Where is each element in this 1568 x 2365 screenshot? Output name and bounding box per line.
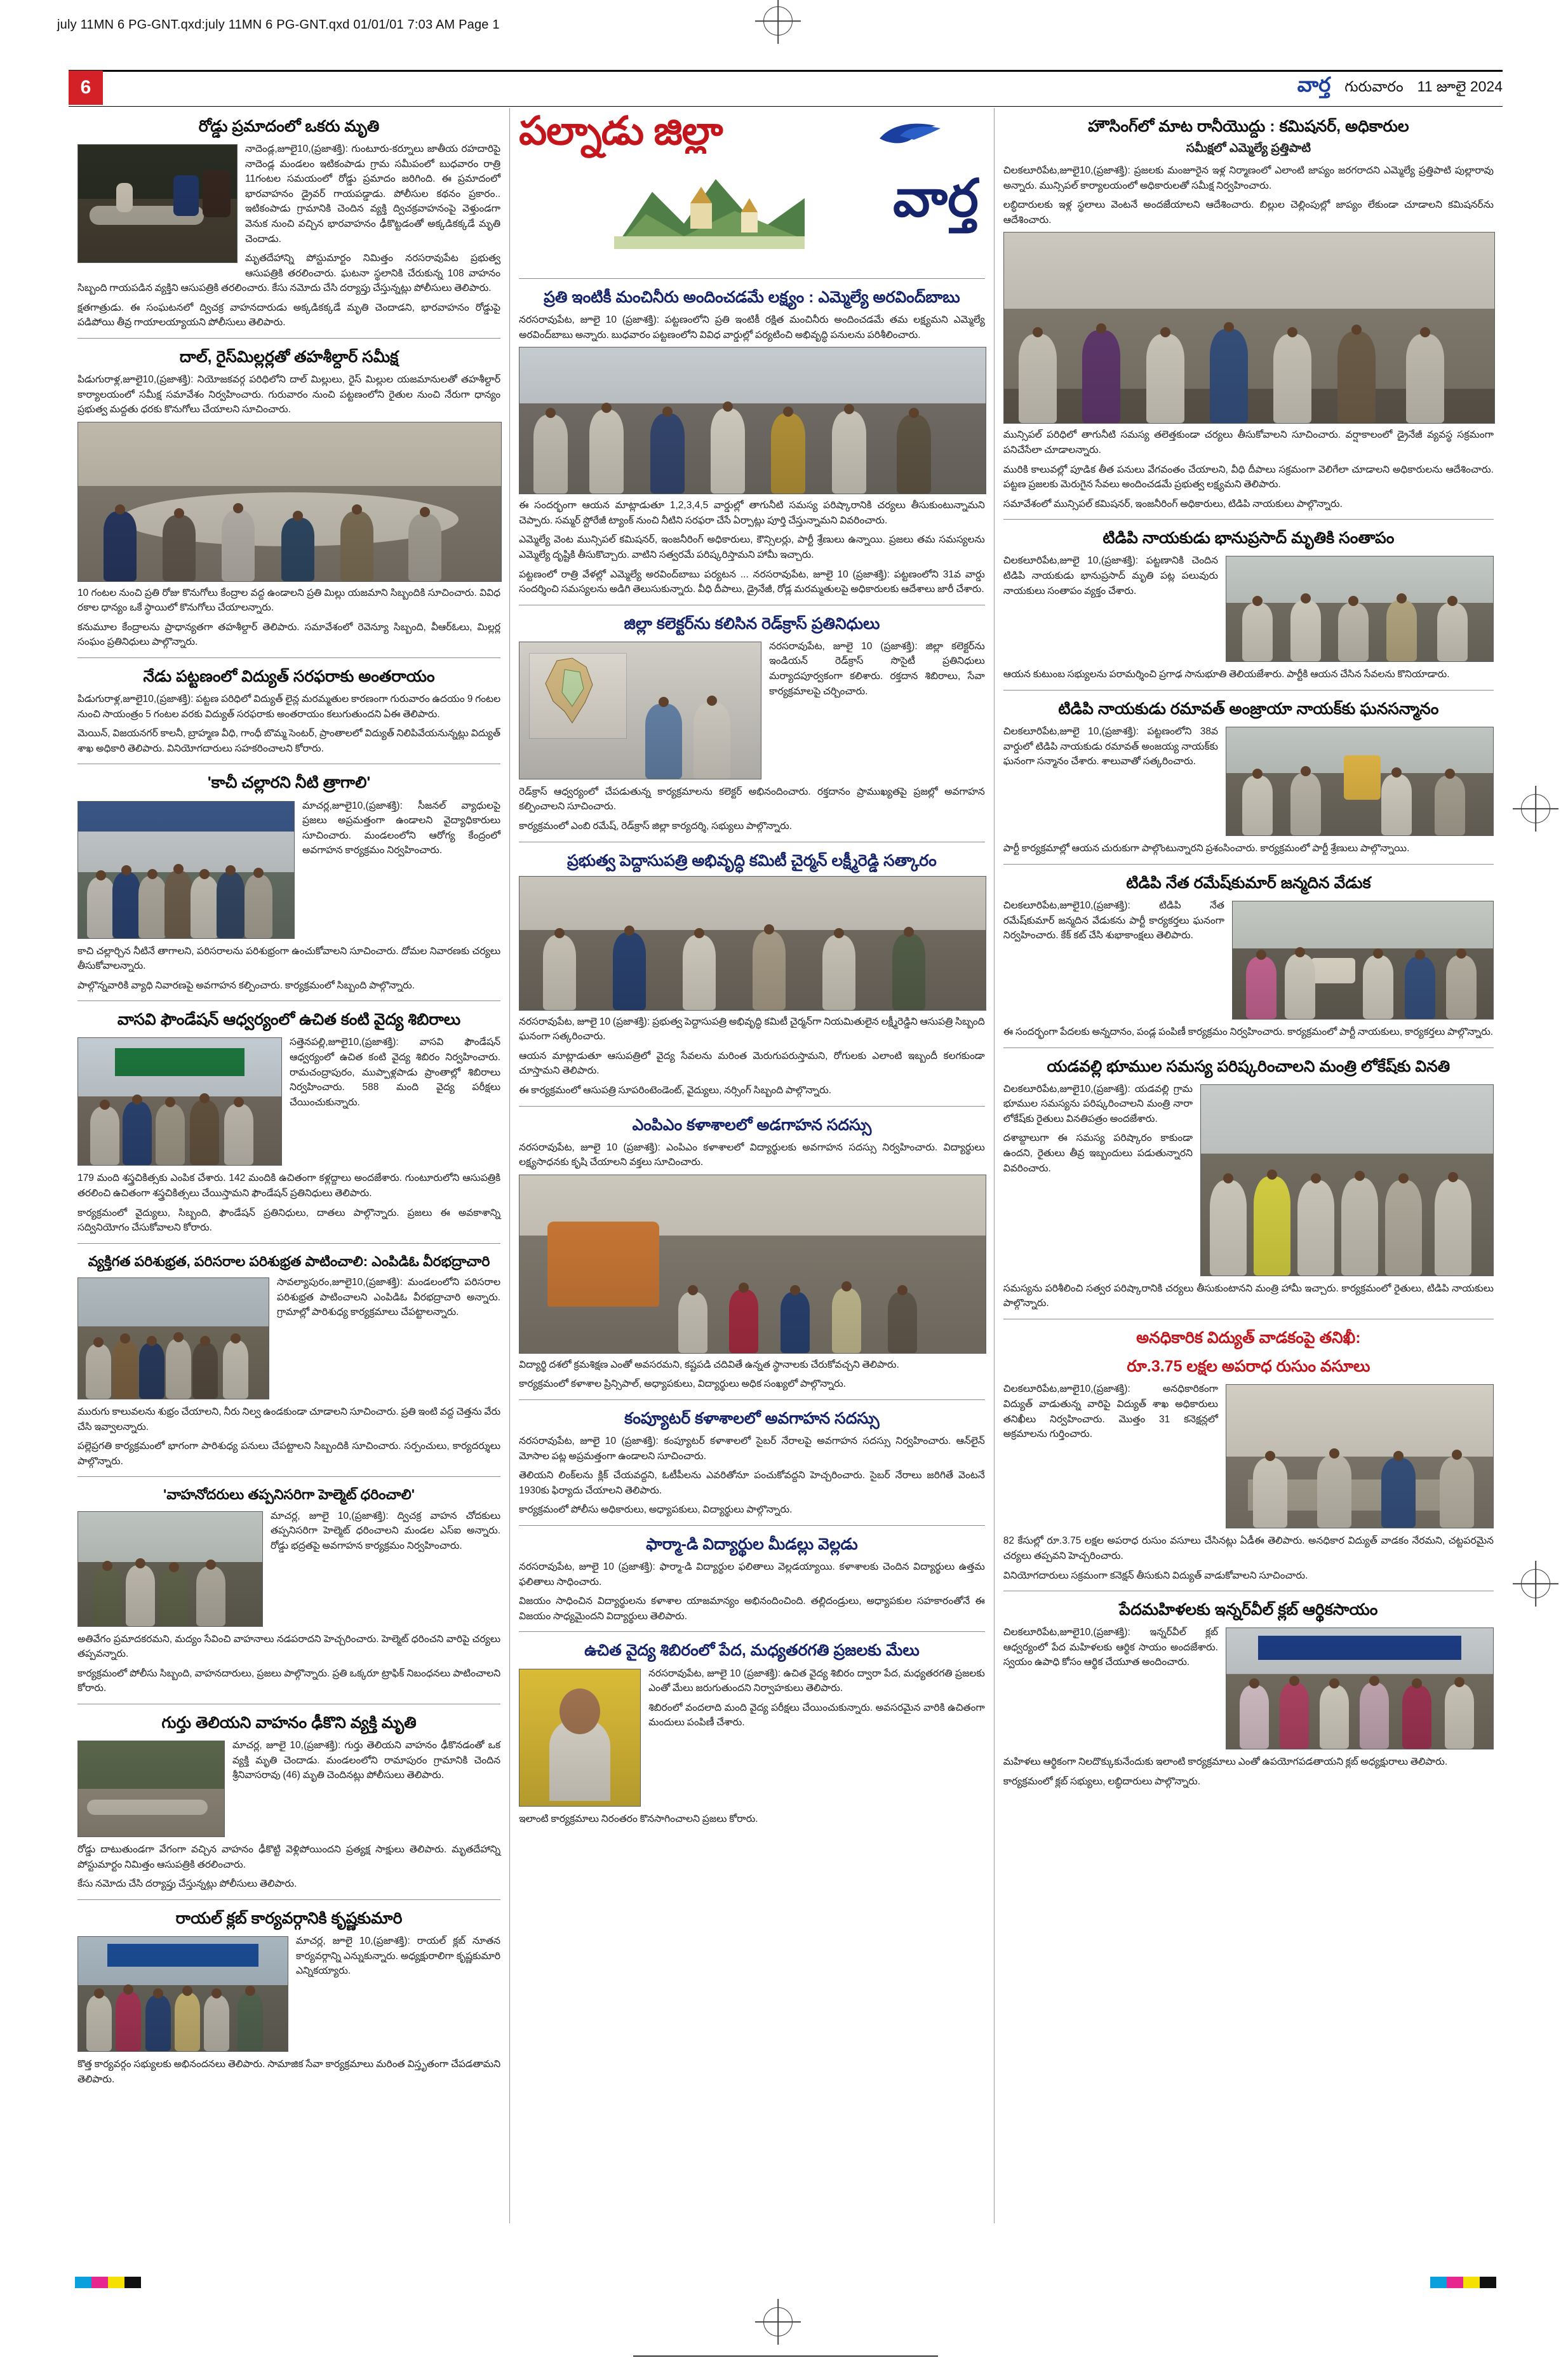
article-headline: రాయల్ క్లబ్ కార్యవర్గానికి కృష్ణకుమారి [175, 1909, 403, 1927]
color-swatch-cyan [1430, 2277, 1447, 2288]
article-headline: గుర్తు తెలియని వాహనం ఢీకొని వ్యక్తి మృతి [161, 1714, 417, 1732]
article-tdp-ramavath [1003, 699, 1494, 856]
article-computer-college [519, 1409, 985, 1518]
article-unknown-vehicle [77, 1713, 500, 1892]
color-swatch-magenta [91, 2277, 108, 2288]
section-divider [519, 1106, 985, 1107]
innerwheel-photo [1226, 1627, 1494, 1749]
paragraph: నరసరావుపేట, జూలై 10 (ప్రజాశక్తి): ఫార్మా-డి విద్యార్థుల ఫలితాలు వెల్లడయ్యాయి. కళాశాలకు చెందిన విద్యార్థులు ఉత్తమ ఫలితాలు సాధించారు. [519, 1561, 985, 1587]
article-headline: టిడిపి నాయకుడు రమావత్ అంజ్రాయా నాయక్‌కు ఘనసన్మానం [1058, 699, 1439, 718]
masthead-date: 11 జూలై 2024 [1417, 78, 1503, 95]
paragraph: నరసరావుపేట, జూలై 10 (ప్రజాశక్తి): ప్రభుత్వ పెద్దాసుపత్రి అభివృద్ధి కమిటీ చైర్మన్‌గా నియమితులైన లక్ష్మీరెడ్డిని ఆసుపత్రి సిబ్బంది ఘనంగా సత్కరించారు. [519, 1016, 985, 1042]
article-power-outage [77, 667, 500, 756]
article-housing-commissioner [1003, 117, 1494, 511]
paragraph: నరసరావుపేట, జూలై 10 (ప్రజాశక్తి): పట్టణంలోని ప్రతి ఇంటికీ రక్షిత మంచినీరు అందించడమే తమ లక్ష్యమని ఎమ్మెల్యే అరవింద్‌బాబు అన్నారు. బుధవారం పట్టణంలోని వివిధ వార్డుల్లో పర్యటించి అభివృద్ధి పనులను పరిశీలించారు. [519, 314, 985, 340]
collector-office-photo [519, 642, 761, 779]
newspaper-page [69, 70, 1503, 2261]
birthday-cake-photo [1232, 901, 1494, 1020]
paragraph: శిబిరంలో వందలాది మంది వైద్య పరీక్షలు చేయించుకున్నారు. అవసరమైన వారికి ఉచితంగా మందులు పంపిణీ చేశారు. [648, 1702, 985, 1728]
article-headline: 'కాచీ చల్లారని నీటి త్రాగాలి' [207, 774, 371, 792]
paragraph: 10 గంటల నుంచి ప్రతి రోజు కొనుగోలు కేంద్రాల వద్ద ఉండాలని ప్రతి మిల్లు యజమాని సిబ్బందికి సూచించారు. వివిధ రకాల ధాన్యం ఒకే స్థాయిలో కొనుగోలు చేయాలన్నారు. [77, 587, 501, 614]
article-road-accident [77, 117, 500, 330]
section-divider [77, 1476, 500, 1477]
article-tdp-birthday [1003, 873, 1494, 1040]
section-divider [1003, 864, 1494, 865]
club-group-photo [77, 1936, 288, 2052]
article-drinking-water [519, 288, 985, 597]
portrait-leader-photo [519, 1669, 641, 1807]
nameplate-title: వార్త [893, 170, 979, 227]
article-headline: హౌసింగ్‌లో మాట రానీయొద్దు : కమిషనర్, అధికారుల [1088, 118, 1409, 135]
article-pharma-d [519, 1535, 985, 1624]
page-number-badge: 6 [69, 71, 103, 105]
article-headline: ఎంపిఎం కళాశాలలో అడగాహన సదస్సు [632, 1115, 872, 1134]
paragraph: చిలకలూరిపేట,జూలై10,(ప్రజాశక్తి): ఇన్నర్‌వీల్ క్లబ్ ఆధ్వర్యంలో పేద మహిళలకు ఆర్థిక సాయం అందజేశారు. స్వయం ఉపాధి కోసం ఆర్థిక చేయూత అందించారు. [1003, 1627, 1218, 1668]
paragraph: క్షతగాత్రుడు. ఈ సంఘటనలో ద్విచక్ర వాహనదారుడు అక్కడికక్కడే మృతి చెందాడని, భారవాహనం రోడ్డుపై పడిపోయి తీవ్ర గాయాలయ్యాయని పోలీసులు తెలిపారు. [77, 302, 501, 328]
print-slug: july 11MN 6 PG-GNT.qxd:july 11MN 6 PG-GNT.qxd 01/01/01 7:03 AM Page 1 [57, 18, 500, 32]
paragraph: అతివేగం ప్రమాదకరమని, మద్యం సేవించి వాహనాలు నడపరాదని హెచ్చరించారు. హెల్మెట్ ధరించని వారిపై చర్యలు తప్పవన్నారు. [77, 1633, 501, 1660]
paragraph: ఈ సందర్భంగా ఆయన మాట్లాడుతూ 1,2,3,4,5 వార్డుల్లో తాగునీటి సమస్య పరిష్కారానికి చర్యలు తీసుకుంటున్నామని చెప్పారు. సమ్మర్ స్టోరేజీ ట్యాంక్ నుంచి నీటిని సరఫరా చేసే ఏర్పాట్లు పూర్తి చేస్తున్నామని వివరించారు. [519, 500, 985, 526]
meeting-round-table-photo [77, 422, 502, 582]
section-divider [1003, 519, 1494, 520]
registration-mark-top [763, 6, 793, 36]
paragraph: కొత్త కార్యవర్గం సభ్యులకు అభినందనలు తెలిపారు. సామాజిక సేవా కార్యక్రమాలు మరింత విస్తృతంగా చేపడతామని తెలిపారు. [77, 2059, 501, 2085]
paragraph: కార్యక్రమంలో పోలీసు అధికారులు, అధ్యాపకులు, విద్యార్థులు పాల్గొన్నారు. [519, 1504, 793, 1516]
article-headline: వ్యక్తిగత పరిశుభ్రత, పరిసరాల పరిశుభ్రత పాటించాలి: ఎంపిడిఓ వీరభద్రాచారి [88, 1253, 490, 1269]
dove-logo-icon [874, 117, 951, 155]
article-hospital-chairman [519, 851, 985, 1098]
registration-mark-bottom [763, 2307, 793, 2336]
review-meeting-photo [1003, 232, 1495, 424]
paragraph: సావల్యాపురం,జూలై10,(ప్రజాశక్తి): మండలంలోని పరిసరాల పరిశుభ్రత పాటించాలని ఎంపిడిఓ వీరభద్రాచారి అన్నారు. గ్రామాల్లో పారిశుధ్య కార్యక్రమాలు చేపట్టాలన్నారు. [277, 1277, 501, 1318]
color-control-bar-right [1430, 2277, 1496, 2288]
condolence-photo [1226, 556, 1494, 662]
article-headline: దాల్, రైస్‌మిల్లర్లతో తహశీల్దార్ సమీక్ష [179, 347, 399, 366]
paragraph: ఎమ్మెల్యే వెంట మున్సిపల్ కమిషనర్, ఇంజనీరింగ్ అధికారులు, కౌన్సిలర్లు, పార్టీ శ్రేణులు ఉన్నాయి. ప్రజలు తమ సమస్యలను ఎమ్మెల్యే దృష్టికి తీసుకొచ్చారు. వాటిని సత్వరమే పరిష్కరిస్తామని హామీ ఇచ్చారు. [519, 534, 985, 560]
paragraph: నరసరావుపేట, జూలై 10 (ప్రజాశక్తి): ఎంపిఎం కళాశాలలో విద్యార్థులకు అవగాహన సదస్సు నిర్వహించారు. విద్యార్థులు లక్ష్యసాధనకు కృషి చేయాలని వక్తలు సూచించారు. [519, 1142, 985, 1168]
column-grid [69, 108, 1503, 2223]
section-divider [77, 338, 500, 339]
article-headline: వాసవి ఫౌండేషన్ ఆధ్వర్యంలో ఉచిత కంటి వైద్య శిబిరాలు [117, 1011, 461, 1029]
article-headline: ఉచిత వైద్య శిబిరంలో పేద, మధ్యతరగతి ప్రజలకు మేలు [584, 1641, 920, 1660]
masthead-right-group [1297, 73, 1503, 102]
paragraph: తెలియని లింక్‌లను క్లిక్ చేయవద్దని, ఓటీపీలను ఎవరితోనూ పంచుకోవద్దని హెచ్చరించారు. సైబర్ నేరాలు జరిగితే వెంటనే 1930కు ఫిర్యాదు చేయాలని తెలిపారు. [519, 1470, 985, 1496]
paragraph: కార్యక్రమంలో వైద్యులు, సిబ్బంది, ఫౌండేషన్ ప్రతినిధులు, దాతలు పాల్గొన్నారు. ప్రజలు ఈ అవకాశాన్ని సద్వినియోగం చేసుకోవాలని కోరారు. [77, 1207, 501, 1234]
paragraph: మాచర్ల, జూలై 10,(ప్రజాశక్తి): ద్విచక్ర వాహన చోదకులు తప్పనిసరిగా హెల్మెట్ ధరించాలని మండల ఎస్ఐ అన్నారు. రోడ్డు భద్రతపై అవగాహన కార్యక్రమం నిర్వహించారు. [271, 1510, 501, 1551]
paragraph: చిలకలూరిపేట,జూలై10,(ప్రజాశక్తి): యడవల్లి గ్రామ భూముల సమస్యను పరిష్కరించాలని మంత్రి నారా లోకేష్‌కు రైతులు వినతిపత్రం అందజేశారు. [1003, 1083, 1193, 1124]
paragraph: వినియోగదారులు సక్రమంగా కనెక్షన్ తీసుకుని విద్యుత్ వాడుకోవాలని సూచించారు. [1003, 1570, 1308, 1581]
inspection-office-photo [1226, 1384, 1494, 1528]
paragraph: మురికి కాలువల్లో పూడిక తీత పనులు వేగవంతం చేయాలని, వీధి దీపాలు సక్రమంగా వెలిగేలా చూడాలని అధికారులను ఆదేశించారు. పట్టణ ప్రజలకు మెరుగైన సేవలు అందించడమే ప్రభుత్వ లక్ష్యమని తెలిపారు. [1003, 464, 1494, 490]
article-headline: 'వాహనోదరులు తప్పనిసరిగా హెల్మెట్ ధరించాలి' [163, 1486, 415, 1503]
minister-meeting-photo [1200, 1084, 1494, 1276]
paragraph: పల్లెప్రగతి కార్యక్రమంలో భాగంగా పారిశుధ్య పనులు చేపట్టాలని సిబ్బందికి సూచించారు. సర్పంచులు, కార్యదర్శులు పాల్గొన్నారు. [77, 1441, 501, 1467]
article-free-medical-camp [519, 1641, 985, 1826]
felicitation-shawl-photo [1226, 727, 1494, 836]
accident-scene-photo [77, 144, 238, 263]
registration-mark-right-lower [1521, 1569, 1550, 1598]
color-swatch-magenta [1447, 2277, 1463, 2288]
paragraph: నాదెండ్ల,జూలై10,(ప్రజాశక్తి): గుంటూరు-కర్నూలు జాతీయ రహదారిపై నాదెండ్ల మండలం ఇటికంపాడు గ్రామ సమీపంలో బుధవారం రాత్రి 11గంటల సమయంలో రోడ్డు ప్రమాదం జరిగింది. ఈ ప్రమాదంలో భారవాహనం డ్రైవర్ గాయపడ్డాడు. పోలీసుల కథనం ప్రకారం.. ఇటికంపాడు గ్రామానికి చెందిన వ్యక్తి ద్విచక్రవాహనంపై వెళ్తుండగా వెనుక నుంచి వచ్చిన భారవాహనం ఢీకొట్టడంతో అక్కడికక్కడే మృతి చెందాడు. [245, 144, 501, 245]
paragraph: రోడ్డు దాటుతుండగా వేగంగా వచ్చిన వాహనం ఢీకొట్టి వెళ్లిపోయిందని ప్రత్యక్ష సాక్షులు తెలిపారు. మృతదేహాన్ని పోస్టుమార్టం నిమిత్తం ఆసుపత్రికి తరలించారు. [77, 1844, 501, 1870]
section-divider [1003, 690, 1494, 691]
paragraph: ఇలాంటి కార్యక్రమాలు నిరంతరం కొనసాగించాలని ప్రజలు కోరారు. [519, 1813, 758, 1824]
section-divider [519, 1399, 985, 1400]
paragraph: చిలకలూరిపేట,జూలై10,(ప్రజాశక్తి): అనధికారికంగా విద్యుత్ వాడుతున్న వారిపై విద్యుత్ శాఖ అధికారులు తనిఖీలు నిర్వహించారు. మొత్తం 31 కనెక్షన్లలో అక్రమాలను గుర్తించారు. [1003, 1384, 1218, 1440]
paragraph: సమావేశంలో మున్సిపల్ కమిషనర్, ఇంజనీరింగ్ అధికారులు, టిడిపి నాయకులు పాల్గొన్నారు. [1003, 498, 1343, 509]
article-subhead: రూ.3.75 లక్షల అపరాధ రుసుం వసూలు [1127, 1358, 1370, 1376]
paragraph: మాచర్ల,జూలై10,(ప్రజాశక్తి): సీజనల్ వ్యాధులపై ప్రజలు అప్రమత్తంగా ఉండాలని వైద్యాధికారులు సూచించారు. మండలంలోని ఆరోగ్య కేంద్రంలో అవగాహన కార్యక్రమం నిర్వహించారు. [302, 800, 501, 856]
article-headline: రోడ్డు ప్రమాదంలో ఒకరు మృతి [198, 118, 380, 135]
section-divider [519, 1631, 985, 1632]
paragraph: నరసరావుపేట, జూలై 10 (ప్రజాశక్తి): జిల్లా కలెక్టర్‌ను ఇండియన్ రెడ్‌క్రాస్ సొసైటీ ప్రతినిధులు మర్యాదపూర్వకంగా కలిశారు. రక్తదాన శిబిరాలు, సేవా కార్యక్రమాలపై చర్చించారు. [769, 640, 985, 697]
paragraph: సమస్యను పరిశీలించి సత్వర పరిష్కారానికి చర్యలు తీసుకుంటానని మంత్రి హామీ ఇచ్చారు. కార్యక్రమంలో రైతులు, టిడిపి నాయకులు పాల్గొన్నారు. [1003, 1283, 1494, 1309]
color-swatch-yellow [1463, 2277, 1480, 2288]
paragraph: మాచర్ల, జూలై 10,(ప్రజాశక్తి): రాయల్ క్లబ్ నూతన కార్యవర్గాన్ని ఎన్నుకున్నారు. అధ్యక్షురాలిగా కృష్ణకుమారి ఎన్నికయ్యారు. [296, 1936, 501, 1977]
article-subhead: సమీక్షలో ఎమ్మెల్యే ప్రత్తిపాటి [1186, 142, 1311, 156]
color-control-bar-left [75, 2277, 141, 2288]
article-headline: టిడిపి నేత రమేష్‌కుమార్ జన్మదిన వేడుక [1126, 873, 1371, 892]
paragraph: పిడుగురాళ్ల,జూలై10,(ప్రజాశక్తి): నియోజకవర్గ పరిధిలోని దాల్ మిల్లులు, రైస్ మిల్లుల యజమానులతో తహశీల్దార్ కార్యాలయంలో సమీక్ష సమావేశం నిర్వహించారు. గురువారం నుంచి పట్టణంలోని రైతుల నుంచి నేరుగా ధాన్యం ప్రభుత్వ మద్దతు ధరకు కొనుగోలు చేయాలని సూచించారు. [77, 374, 501, 415]
cut-mark-bottom [633, 2355, 938, 2357]
paragraph: పాల్గొన్నవారికి వ్యాధి నివారణపై అవగాహన కల్పించారు. కార్యక్రమంలో సిబ్బంది పాల్గొన్నారు. [77, 980, 415, 991]
paragraph: కార్యక్రమంలో ఎంబి రమేష్, రెడ్‌క్రాస్ జిల్లా కార్యదర్శి, సభ్యులు పాల్గొన్నారు. [519, 820, 793, 832]
article-lands-minister [1003, 1057, 1494, 1311]
article-dal-rice-mills [77, 347, 500, 650]
paragraph: కార్యక్రమంలో పోలీసు సిబ్బంది, వాహనదారులు, ప్రజలు పాల్గొన్నారు. ప్రతి ఒక్కరూ ట్రాఫిక్ నిబంధనలు పాటించాలని కోరారు. [77, 1668, 501, 1694]
section-divider [77, 657, 500, 658]
college-hall-photo [519, 1175, 986, 1354]
article-headline: టిడిపి నాయకుడు భానుప్రసాద్ మృతికి సంతాపం [1102, 529, 1395, 548]
paragraph: మాచర్ల, జూలై 10,(ప్రజాశక్తి): గుర్తు తెలియని వాహనం ఢీకొనడంతో ఒక వ్యక్తి మృతి చెందాడు. మండలంలోని రామాపురం గ్రామానికి చెందిన శ్రీనివాసరావు (46) మృతి చెందినట్లు పోలీసులు తెలిపారు. [232, 1740, 501, 1781]
registration-mark-right-upper [1521, 794, 1550, 823]
article-headline: పేదమహిళలకు ఇన్నర్‌వీల్ క్లబ్ ఆర్థికసాయం [1119, 1601, 1378, 1619]
paragraph: విజయం సాధించిన విద్యార్థులను కళాశాల యాజమాన్యం అభినందించింది. తల్లిదండ్రులు, అధ్యాపకుల సహకారంతోనే ఈ విజయం సాధ్యమైందని విద్యార్థులు తెలిపారు. [519, 1596, 985, 1622]
section-divider [519, 278, 985, 279]
mla-procession-photo [519, 347, 986, 494]
article-headline: ప్రతి ఇంటికీ మంచినీరు అందించడమే లక్ష్యం : ఎమ్మెల్యే అరవింద్‌బాబు [544, 288, 960, 306]
article-headline: కంప్యూటర్ కళాశాలలో అవగాహన సదస్సు [624, 1409, 880, 1427]
paragraph: కనుమూల కేంద్రాలను ప్రాధాన్యతగా తహశీల్దార్ తెలిపారు. సమావేశంలో రెవెన్యూ సిబ్బంది, వీఆర్ఓలు, మిల్లర్ల సంఘం ప్రతినిధులు పాల్గొన్నారు. [77, 621, 501, 648]
paragraph: దశాబ్దాలుగా ఈ సమస్య పరిష్కారం కాకుండా ఉందని, రైతులు తీవ్ర ఇబ్బందులు పడుతున్నారని వివరించారు. [1003, 1133, 1193, 1174]
paragraph: మున్సిపల్ పరిధిలో తాగునీటి సమస్య తలెత్తకుండా చర్యలు తీసుకోవాలని సూచించారు. వర్షాకాలంలో డ్రైనేజీ వ్యవస్థ సక్రమంగా పనిచేసేలా చూడాలన్నారు. [1003, 429, 1494, 455]
article-helmet-awareness [77, 1486, 500, 1696]
temple-hill-illustration [614, 154, 805, 249]
paragraph: మృతదేహాన్ని పోస్టుమార్టం నిమిత్తం నరసరావుపేట ప్రభుత్వ ఆసుపత్రికి తరలించారు. ఘటనా స్థలానికి చేరుకున్న 108 వాహనం సిబ్బంది గాయపడిన వ్యక్తిని ఆసుపత్రికి తరలించారు. కేసు నమోదు చేసి దర్యాప్తు చేస్తున్నట్లు పోలీసులు తెలిపారు. [77, 253, 501, 294]
article-mpm-college [519, 1115, 985, 1392]
section-divider [519, 1525, 985, 1526]
paragraph: కార్యక్రమంలో క్లబ్ సభ్యులు, లబ్ధిదారులు పాల్గొన్నారు. [1003, 1775, 1201, 1787]
article-collector-redcross [519, 614, 985, 834]
paragraph: కార్యక్రమంలో కళాశాల ప్రిన్సిపాల్, అధ్యాపకులు, విద్యార్థులు అధిక సంఖ్యలో పాల్గొన్నారు. [519, 1378, 846, 1390]
article-royal-club [77, 1909, 500, 2087]
paragraph: చిలకలూరిపేట,జూలై 10,(ప్రజాశక్తి): పట్టణానికి చెందిన టిడిపి నాయకుడు భానుప్రసాద్ మృతి పట్ల పలువురు నాయకులు సంతాపం వ్యక్తం చేశారు. [1003, 555, 1218, 596]
paragraph: మహిళలు ఆర్థికంగా నిలదొక్కుకునేందుకు ఇలాంటి కార్యక్రమాలు ఎంతో ఉపయోగపడతాయని క్లబ్ అధ్యక్షురాలు తెలిపారు. [1003, 1756, 1448, 1768]
paragraph: చిలకలూరిపేట,జూలై 10,(ప్రజాశక్తి): పట్టణంలోని 38వ వార్డులో టిడిపి నాయకుడు రమావత్ అంజయ్య నాయక్‌కు ఘనంగా సన్మానం చేశారు. శాలువాతో సత్కరించారు. [1003, 726, 1218, 767]
paragraph: మురుగు కాలువలను శుభ్రం చేయాలని, నీరు నిల్వ ఉండకుండా చూడాలని సూచించారు. ప్రతి ఇంటి వద్ద చెత్తను వేరు చేసి ఇవ్వాలన్నారు. [77, 1406, 501, 1432]
paragraph: నరసరావుపేట, జూలై 10 (ప్రజాశక్తి): ఉచిత వైద్య శిబిరం ద్వారా పేద, మధ్యతరగతి ప్రజలకు ఎంతో మేలు జరుగుతుందని నిర్వాహకులు తెలిపారు. [648, 1668, 985, 1694]
section-divider [77, 1243, 500, 1244]
paragraph: ఆయన కుటుంబ సభ్యులను పరామర్శించి ప్రగాఢ సానుభూతి తెలియజేశారు. పార్టీకి ఆయన చేసిన సేవలను కొనియాడారు. [1003, 669, 1450, 680]
paragraph: 179 మంది శస్త్రచికిత్సకు ఎంపిక చేశారు. 142 మందికి ఉచితంగా కళ్లద్దాలు అందజేశారు. గుంటూరులోని ఆసుపత్రికి తరలించి ఉచితంగా శస్త్రచికిత్సలు చేయిస్తామని ఫౌండేషన్ ప్రతినిధులు తెలిపారు. [77, 1173, 501, 1199]
color-swatch-black [1480, 2277, 1496, 2288]
paragraph: కాచి చల్లార్చిన నీటినే తాగాలని, పరిసరాలను పరిశుభ్రంగా ఉంచుకోవాలని సూచించారు. దోమల నివారణకు చర్యలు తీసుకోవాలన్నారు. [77, 945, 501, 972]
felicitation-photo [519, 876, 986, 1011]
nameplate-district: పల్నాడు జిల్లా [519, 109, 723, 153]
paragraph: విద్యార్థి దశలో క్రమశిక్షణ ఎంతో అవసరమని, కష్టపడి చదివితే ఉన్నత స్థానాలకు చేరుకోవచ్చని తెలిపారు. [519, 1359, 899, 1370]
paragraph: రెడ్‌క్రాస్ ఆధ్వర్యంలో చేపడుతున్న కార్యక్రమాలను కలెక్టర్ అభినందించారు. రక్తదానం ప్రాముఖ్యతపై ప్రజల్లో అవగాహన కల్పించాలని సూచించారు. [519, 786, 985, 812]
masthead-day: గురువారం [1344, 78, 1404, 95]
article-headline: ప్రభుత్వ పెద్దాసుపత్రి అభివృద్ధి కమిటీ చైర్మన్ లక్ష్మీరెడ్డి సత్కారం [567, 851, 937, 870]
article-vasavi-foundation [77, 1010, 500, 1235]
article-headline: యడవల్లి భూముల సమస్య పరిష్కరించాలని మంత్రి లోకేష్‌కు వినతి [1047, 1057, 1451, 1075]
article-headline: అనధికారిక విద్యుత్ వాడకంపై తనిఖీ: [1136, 1328, 1361, 1347]
paragraph: చిలకలూరిపేట,జూలై10,(ప్రజాశక్తి): ప్రజలకు మంజూరైన ఇళ్ల నిర్మాణంలో ఎలాంటి జాప్యం జరగరాదని ఎమ్మెల్యే ప్రత్తిపాటి పుల్లారావు అన్నారు. మున్సిపల్ కార్యాలయంలో అధికారులతో సమీక్ష నిర్వహించారు. [1003, 165, 1494, 191]
paragraph: పట్టణంలో రాత్రి వేళల్లో ఎమ్మెల్యే అరవింద్‌బాబు పర్యటన ... నరసరావుపేట, జూలై 10 (ప్రజాశక్తి): పట్టణంలోని 31వ వార్డు సందర్శించి సమస్యలను అడిగి తెలుసుకున్నారు. వీధి దీపాలు, డ్రైనేజీ, రోడ్ల మరమ్మతులపై అధికారులకు ఆదేశాలు జారీ చేశారు. [519, 569, 985, 595]
paragraph: ఆయన మాట్లాడుతూ ఆసుపత్రిలో వైద్య సేవలను మరింత మెరుగుపరుస్తామని, రోగులకు ఎలాంటి ఇబ్బందీ కలగకుండా చూస్తామని తెలిపారు. [519, 1050, 985, 1077]
awareness-hall-photo [77, 801, 295, 939]
page-masthead [69, 70, 1503, 107]
paragraph: చిలకలూరిపేట,జూలై10,(ప్రజాశక్తి): టిడిపి నేత రమేష్‌కుమార్ జన్మదిన వేడుకను పార్టీ కార్యకర్తలు ఘనంగా నిర్వహించారు. కేక్ కట్ చేసి శుభాకాంక్షలు తెలిపారు. [1003, 900, 1224, 941]
district-nameplate [519, 109, 985, 271]
paragraph: నరసరావుపేట, జూలై 10 (ప్రజాశక్తి): కంప్యూటర్ కళాశాలలో సైబర్ నేరాలపై అవగాహన సదస్సు నిర్వహించారు. ఆన్‌లైన్ మోసాల పట్ల అప్రమత్తంగా ఉండాలని సూచించారు. [519, 1436, 985, 1462]
roadside-body-photo [77, 1741, 225, 1837]
column-left [69, 108, 509, 2223]
village-meeting-photo [77, 1277, 269, 1399]
article-kachi-challenge [77, 773, 500, 993]
color-swatch-black [124, 2277, 141, 2288]
article-innerwheel-aid [1003, 1600, 1494, 1789]
color-swatch-cyan [75, 2277, 91, 2288]
paragraph: ఈ కార్యక్రమంలో ఆసుపత్రి సూపరింటెండెంట్, వైద్యులు, నర్సింగ్ సిబ్బంది పాల్గొన్నారు. [519, 1084, 831, 1096]
police-awareness-photo [77, 1511, 263, 1627]
paragraph: పార్టీ కార్యక్రమాల్లో ఆయన చురుకుగా పాల్గొంటున్నారని ప్రశంసించారు. కార్యక్రమంలో పార్టీ శ్రేణులు పాల్గొన్నాయి. [1003, 843, 1410, 854]
article-tdp-condolence [1003, 529, 1494, 682]
paragraph: లబ్ధిదారులకు ఇళ్ల స్థలాలు వెంటనే అందజేయాలని ఆదేశించారు. బిల్లుల చెల్లింపుల్లో జాప్యం లేకుండా చూడాలని కమిషనర్‌ను ఆదేశించారు. [1003, 199, 1494, 226]
paragraph: పిడుగురాళ్ల,జూలై10,(ప్రజాశక్తి): పట్టణ పరిధిలో విద్యుత్ లైన్ల మరమ్మతుల కారణంగా గురువారం ఉదయం 9 గంటల నుంచి సాయంత్రం 5 గంటల వరకు విద్యుత్ సరఫరాకు అంతరాయం కలుగుతుందని ఏఈ తెలిపారు. [77, 694, 501, 720]
article-power-theft [1003, 1328, 1494, 1583]
article-sanitation-mpdo [77, 1253, 500, 1469]
article-headline: జిల్లా కలెక్టర్‌ను కలిసిన రెడ్‌క్రాస్ ప్రతినిధులు [624, 614, 880, 633]
paragraph: ఈ సందర్భంగా పేదలకు అన్నదానం, పండ్ల పంపిణీ కార్యక్రమం నిర్వహించారు. కార్యక్రమంలో పార్టీ నాయకులు, కార్యకర్తలు పాల్గొన్నారు. [1003, 1027, 1494, 1038]
paragraph: సత్తెనపల్లి,జూలై10,(ప్రజాశక్తి): వాసవి ఫౌండేషన్ ఆధ్వర్యంలో ఉచిత కంటి వైద్య శిబిరం నిర్వహించారు. రామచంద్రాపురం, ముప్పాళ్లపాడు ప్రాంతాల్లో శిబిరాలు నిర్వహించారు. 588 మంది వైద్య పరీక్షలు చేయించుకున్నారు. [290, 1037, 501, 1108]
article-headline: ఫార్మా-డి విద్యార్థుల మీడల్లు వెల్లడు [646, 1535, 858, 1553]
paragraph: 82 కేసుల్లో రూ.3.75 లక్షల అపరాధ రుసుం వసూలు చేసినట్లు ఏడీఈ తెలిపారు. అనధికార విద్యుత్ వాడకం నేరమని, చట్టపరమైన చర్యలు తప్పవని హెచ్చరించారు. [1003, 1535, 1494, 1561]
section-divider [77, 1899, 500, 1900]
eye-camp-photo [77, 1037, 282, 1166]
color-swatch-yellow [108, 2277, 124, 2288]
column-middle [509, 108, 995, 2223]
paragraph: కేసు నమోదు చేసి దర్యాప్తు చేస్తున్నట్లు పోలీసులు తెలిపారు. [77, 1878, 297, 1890]
masthead-logo: వార్త [1297, 73, 1331, 96]
article-headline: నేడు పట్టణంలో విద్యుత్ సరఫరాకు అంతరాయం [143, 667, 435, 685]
paragraph: మెయిన్, విజయనగర్ కాలనీ, బ్రాహ్మణ వీధి, గాంధీ బొమ్మ సెంటర్, ప్రాంతాలలో విద్యుత్ నిలిపివేయనున్నట్లు విద్యుత్ శాఖ అధికారి తెలిపారు. వినియోగదారులు సహకరించాలని కోరారు. [77, 728, 501, 754]
column-right [995, 108, 1503, 2223]
